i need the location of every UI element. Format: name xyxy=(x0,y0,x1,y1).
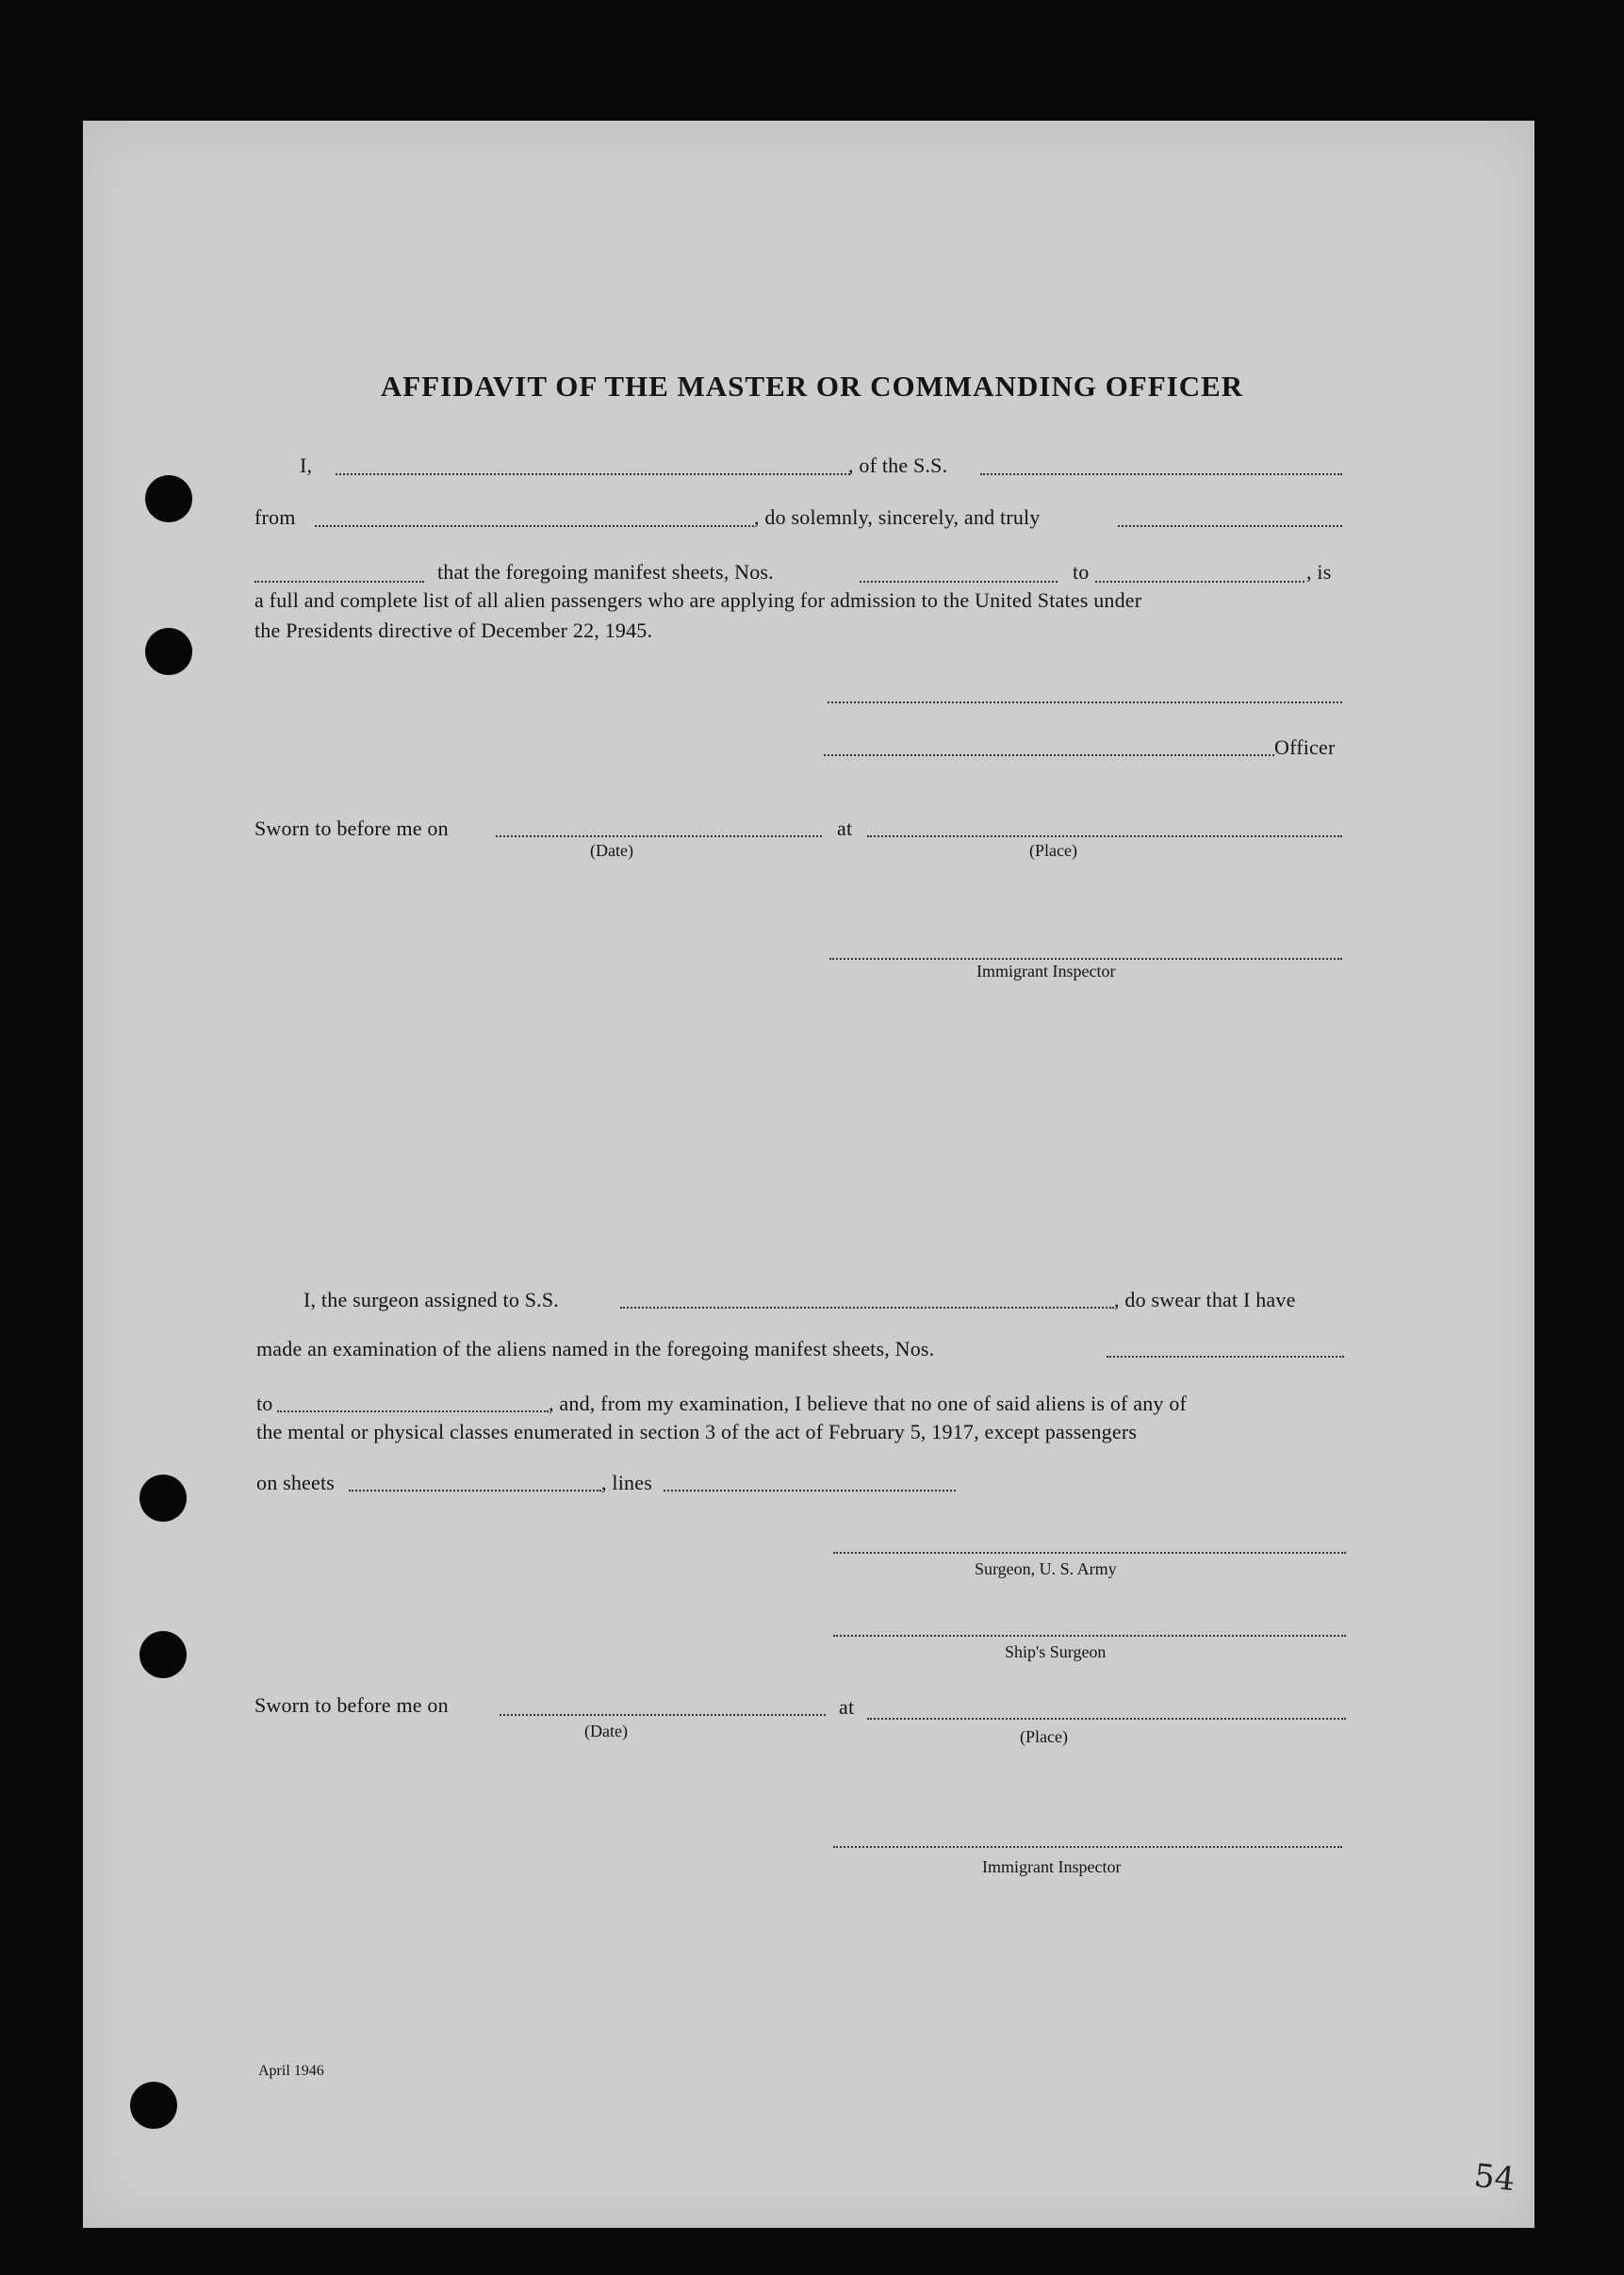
punch-hole xyxy=(139,1475,187,1522)
surgeon-sworn-place-field[interactable] xyxy=(867,1718,1346,1720)
surgeon-place-caption: (Place) xyxy=(1020,1727,1068,1746)
inspector-signature-field[interactable] xyxy=(829,958,1342,960)
master-ss-label: , of the S.S. xyxy=(848,453,948,477)
master-inspector-label: Immigrant Inspector xyxy=(976,962,1116,981)
oath-field[interactable] xyxy=(1118,525,1342,527)
sheets-from-field[interactable] xyxy=(860,581,1058,583)
master-solemnly: , do solemnly, sincerely, and truly xyxy=(754,505,1041,529)
officer-signature-field[interactable] xyxy=(824,754,1274,756)
master-sworn: Sworn to before me on xyxy=(254,816,449,840)
punch-hole xyxy=(145,628,192,675)
master-manifest-text: that the foregoing manifest sheets, Nos. xyxy=(437,560,774,584)
surgeon-inspector-signature-field[interactable] xyxy=(833,1846,1342,1848)
master-from: from xyxy=(254,505,296,529)
officer-label: Officer xyxy=(1274,735,1336,759)
ships-surgeon-label: Ship's Surgeon xyxy=(1005,1642,1107,1661)
punch-hole xyxy=(145,475,192,522)
ship-name-field[interactable] xyxy=(980,473,1342,475)
master-name-field[interactable] xyxy=(336,473,850,475)
oath-field-cont[interactable] xyxy=(254,581,424,583)
army-surgeon-signature-field[interactable] xyxy=(833,1552,1346,1554)
surgeon-except-lines-field[interactable] xyxy=(664,1490,956,1492)
master-sworn-date-field[interactable] xyxy=(496,835,822,837)
surgeon-sworn-date-field[interactable] xyxy=(500,1714,826,1716)
surgeon-ship-field[interactable] xyxy=(620,1307,1114,1309)
master-statement-line4: a full and complete list of all alien passengers who are applying for admission to the United States under xyxy=(254,588,1142,612)
form-date: April 1946 xyxy=(258,2063,324,2079)
master-date-caption: (Date) xyxy=(590,841,633,860)
surgeon-line3: , and, from my examination, I believe that no one of said aliens is of any of xyxy=(549,1392,1188,1415)
punch-hole xyxy=(139,1631,187,1678)
page-number: 54 xyxy=(1472,2156,1517,2200)
surgeon-line1: I, the surgeon assigned to S.S. xyxy=(303,1288,560,1311)
surgeon-inspector-label: Immigrant Inspector xyxy=(982,1857,1122,1876)
form-title: AFFIDAVIT OF THE MASTER OR COMMANDING OFFICER xyxy=(380,370,1244,403)
army-surgeon-label: Surgeon, U. S. Army xyxy=(975,1559,1117,1578)
document-page xyxy=(83,121,1534,2228)
master-place-caption: (Place) xyxy=(1029,841,1077,860)
port-from-field[interactable] xyxy=(315,525,754,527)
ships-surgeon-signature-field[interactable] xyxy=(833,1635,1346,1637)
surgeon-sworn: Sworn to before me on xyxy=(254,1693,449,1717)
punch-hole xyxy=(130,2082,177,2129)
surgeon-sheets-to-field[interactable] xyxy=(277,1410,549,1412)
surgeon-sheets-from-field[interactable] xyxy=(1107,1356,1344,1358)
master-is: , is xyxy=(1306,560,1332,584)
master-to: to xyxy=(1073,560,1090,584)
surgeon-date-caption: (Date) xyxy=(584,1722,628,1740)
surgeon-on-sheets: on sheets xyxy=(256,1471,336,1494)
master-statement-line5: the Presidents directive of December 22, 1945. xyxy=(254,618,653,642)
surgeon-lines: , lines xyxy=(601,1471,652,1494)
surgeon-line4: the mental or physical classes enumerated in section 3 of the act of February 5, 1917, except passengers xyxy=(256,1420,1138,1443)
sheets-to-field[interactable] xyxy=(1095,581,1304,583)
surgeon-line2: made an examination of the aliens named in the foregoing manifest sheets, Nos. xyxy=(256,1337,935,1360)
surgeon-except-sheets-field[interactable] xyxy=(349,1490,601,1492)
master-i: I, xyxy=(300,453,313,477)
surgeon-at: at xyxy=(839,1695,855,1719)
master-at: at xyxy=(837,816,853,840)
master-sworn-place-field[interactable] xyxy=(867,835,1342,837)
signature-line[interactable] xyxy=(828,701,1342,703)
surgeon-to: to xyxy=(256,1392,273,1415)
surgeon-line1-end: , do swear that I have xyxy=(1114,1288,1296,1311)
